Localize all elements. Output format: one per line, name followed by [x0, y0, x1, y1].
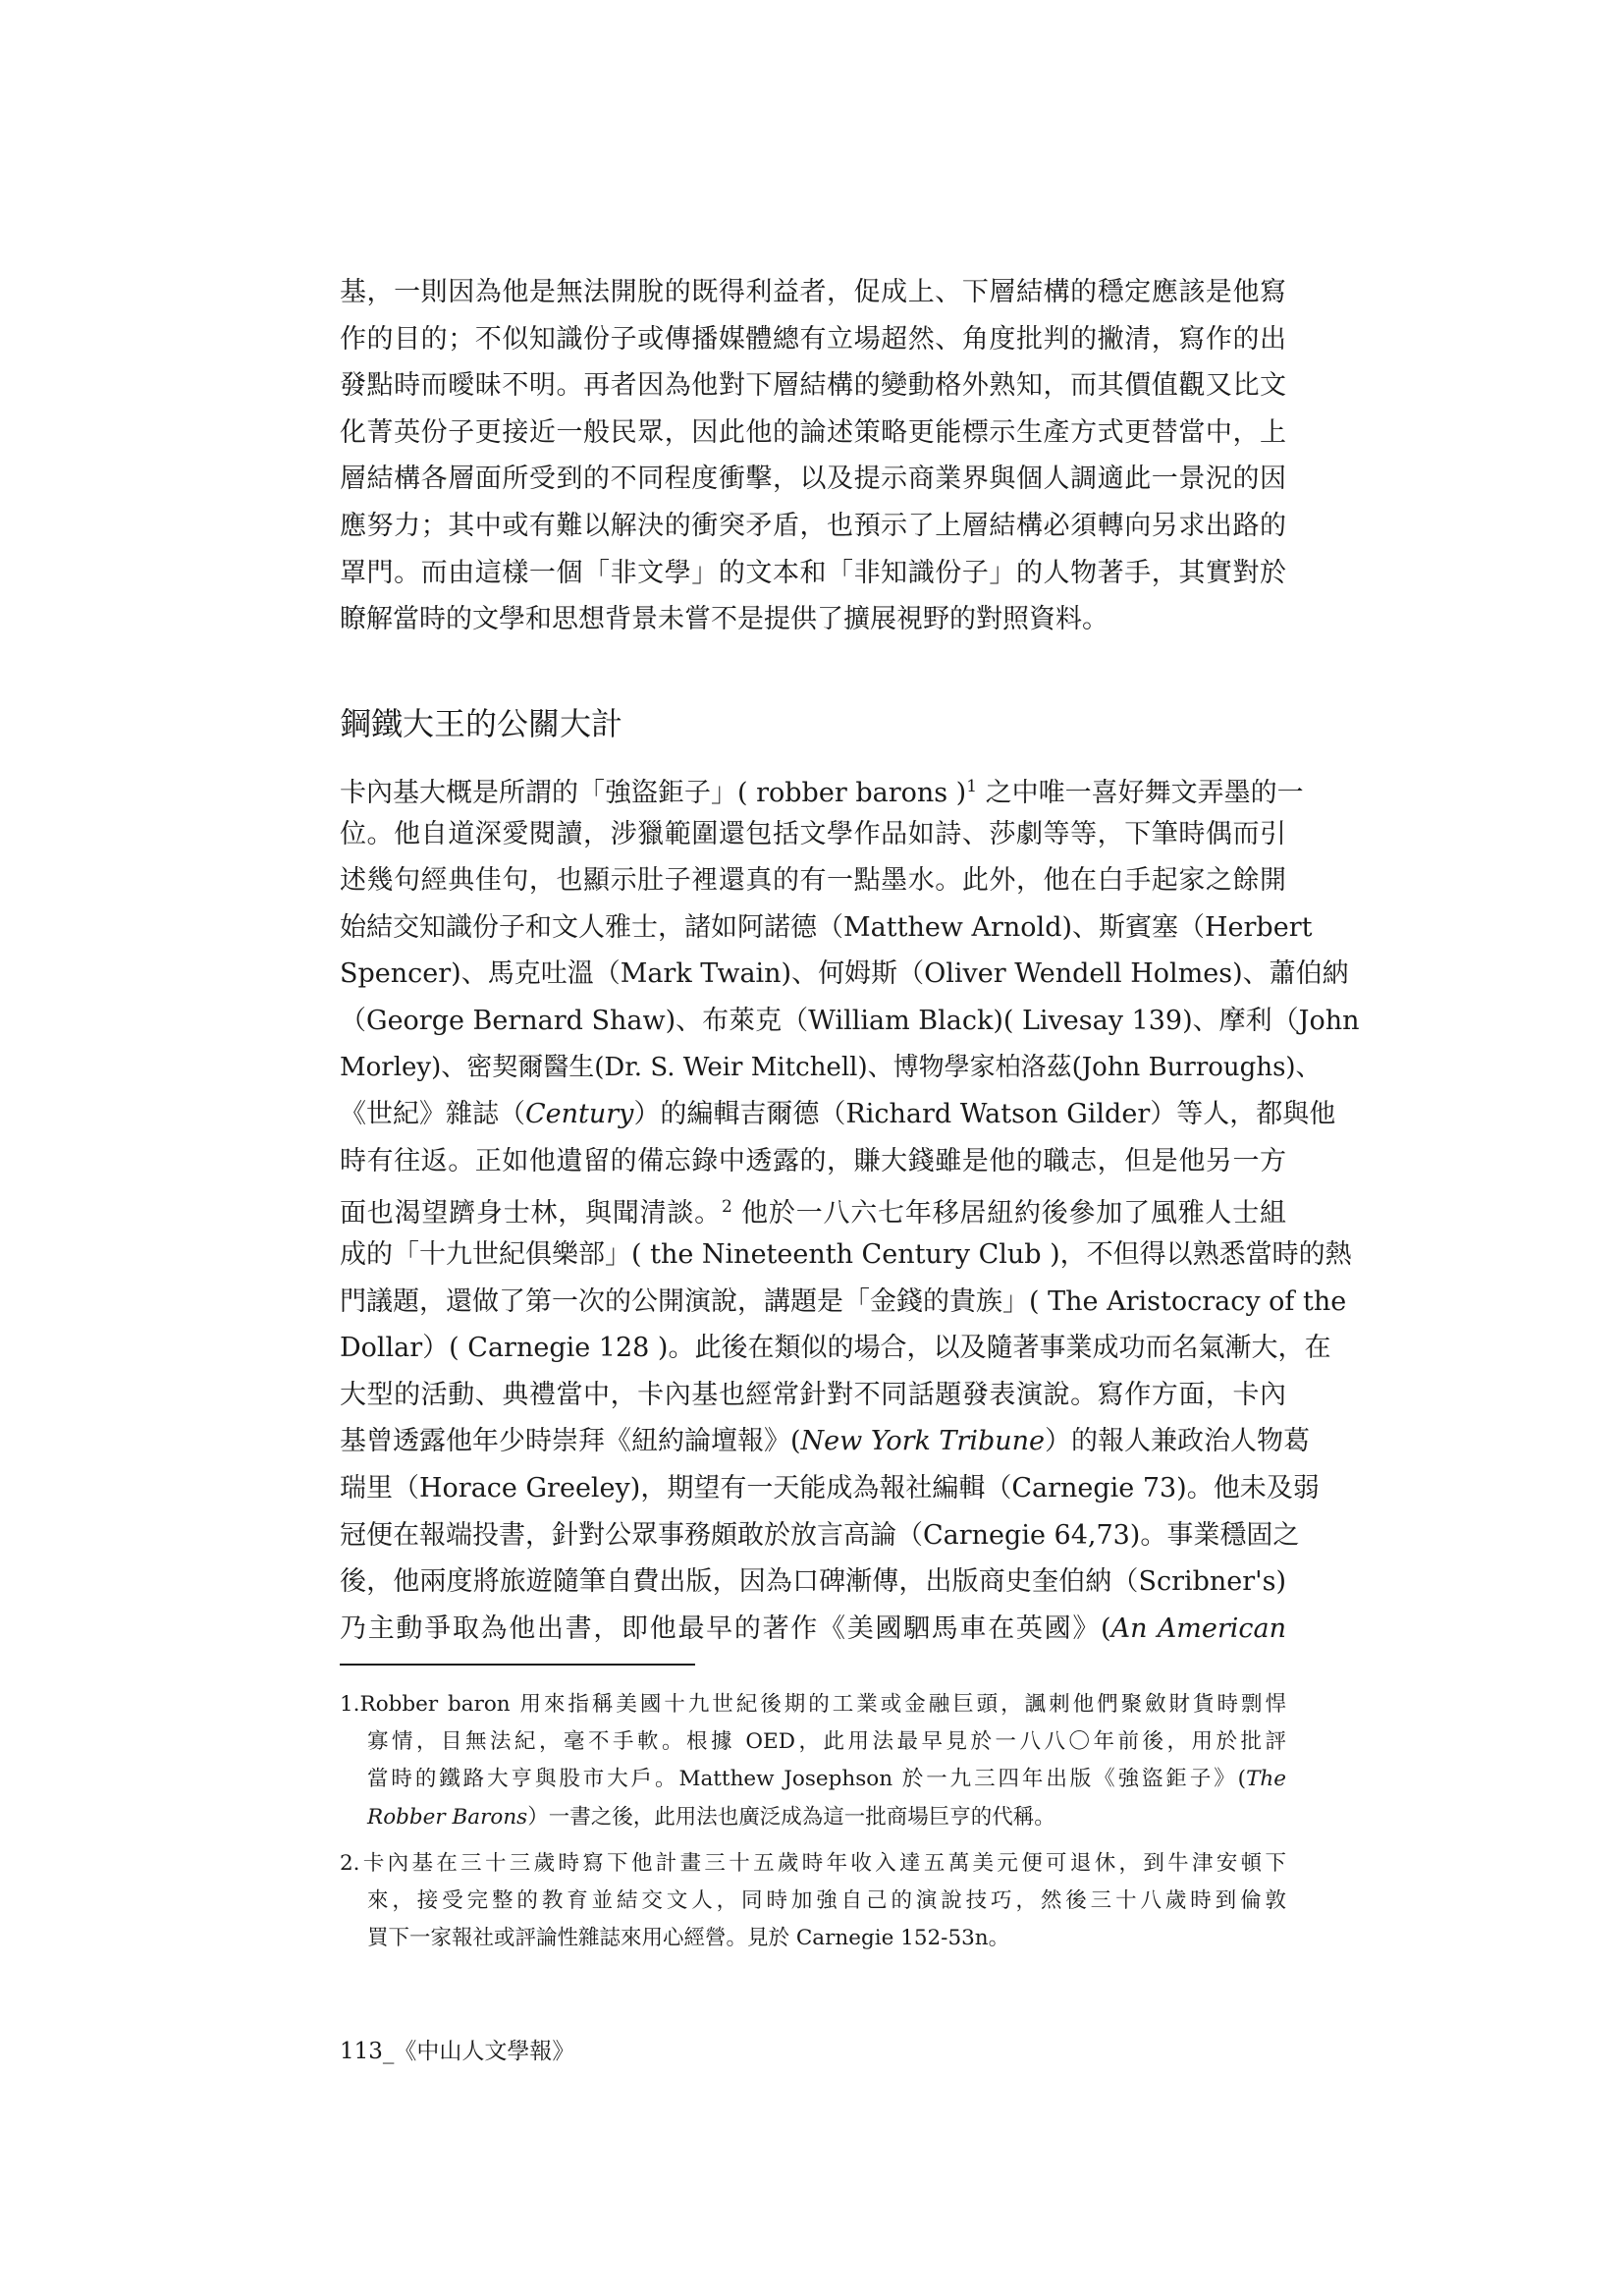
section-heading: 鋼鐵大王的公關大計 [340, 705, 623, 742]
text-line: 瞭解當時的文學和思想背景未嘗不是提供了擴展視野的對照資料。 [340, 604, 1108, 635]
footnote-line: 來，接受完整的教育並結交文人，同時加強自己的演說技巧，然後三十八歲時到倫敦 [367, 1888, 1286, 1914]
italic-title: The [1246, 1767, 1286, 1792]
text-line: 時有往返。正如他遺留的備忘錄中透露的，賺大錢雖是他的職志，但是他另一方 [340, 1145, 1286, 1176]
text-line: 位。他自道深愛閱讀，涉獵範圍還包括文學作品如詩、莎劇等等，下筆時偶而引 [340, 818, 1286, 849]
footnote-line [340, 1799, 1286, 1836]
text-line: 成的「十九世紀俱樂部」( the Nineteenth Century Club )，不但得以熟悉當時的熱 [340, 1238, 1352, 1270]
text-run: ）的編輯吉爾德（Richard Watson Gilder）等人，都與他 [633, 1099, 1336, 1130]
footnote-line: 1.Robber baron 用來指稱美國十九世紀後期的工業或金融巨頭，諷刺他們聚斂財貨時剽悍 [340, 1692, 1286, 1717]
text-line [340, 1184, 1286, 1231]
page-footer: 113_《中山人文學報》 [340, 2039, 575, 2064]
body-paragraph-2 [340, 764, 1360, 1652]
footnote-ref-1[interactable]: 1 [966, 777, 978, 796]
text-run: ）的報人兼政治人物葛 [1045, 1426, 1311, 1457]
text-line [340, 764, 1304, 811]
text-line: 瑞里（Horace Greeley)，期望有一天能成為報社編輯（Carnegie 73)。他未及弱 [340, 1472, 1320, 1503]
text-line: 門議題，還做了第一次的公開演說，講題是「金錢的貴族」( The Aristocracy of the [340, 1285, 1347, 1317]
text-line: 層結構各層面所受到的不同程度衝擊，以及提示商業界與個人調適此一景況的因 [340, 464, 1286, 495]
text-line: 述幾句經典佳句，也顯示肚子裡還真的有一點墨水。此外，他在白手起家之餘開 [340, 865, 1286, 897]
footnote-1 [340, 1686, 1286, 1836]
text-line: 應努力；其中或有難以解決的衝突矛盾，也預示了上層結構必須轉向另求出路的 [340, 510, 1286, 541]
text-line: （George Bernard Shaw)、布萊克（William Black)( Livesay 139)、摩利（John [340, 1005, 1360, 1036]
text-line [340, 1418, 1311, 1465]
text-line: 罩門。而由這樣一個「非文學」的文本和「非知識份子」的人物著手，其實對於 [340, 557, 1286, 588]
footnote-line [340, 1761, 1286, 1798]
text-run: 卡內基大概是所謂的「強盜鉅子」( robber barons ) [340, 778, 967, 808]
text-run: 之中唯一喜好舞文弄墨的一 [977, 778, 1304, 808]
text-line: 後，他兩度將旅遊隨筆自費出版，因為口碑漸傳，出版商史奎伯納（Scribner's) [340, 1566, 1286, 1598]
body-paragraph-1 [340, 269, 1286, 643]
italic-title: Century [525, 1099, 634, 1130]
footnote-line: 寡情，目無法紀，毫不手軟。根據 OED，此用法最早見於一八八〇年前後，用於批評 [367, 1729, 1286, 1755]
text-run: 乃主動爭取為他出書，即他最早的著作《美國駟馬車在英國》( [340, 1613, 1111, 1644]
footnote-line: 2.卡內基在三十三歲時寫下他計畫三十五歲時年收入達五萬美元便可退休，到牛津安頓下 [340, 1851, 1286, 1876]
text-line: 始結交知識份子和文人雅士，諸如阿諾德（Matthew Arnold)、斯賓塞（Herbert [340, 911, 1313, 943]
text-run: 《世紀》雜誌（ [340, 1099, 525, 1130]
text-line: Spencer)、馬克吐溫（Mark Twain)、何姆斯（Oliver Wendell Holmes)、蕭伯納 [340, 958, 1349, 990]
text-line [340, 1091, 1336, 1138]
footnote-ref-2[interactable]: 2 [721, 1197, 732, 1218]
text-run: ）一書之後，此用法也廣泛成為這一批商場巨亨的代稱。 [527, 1804, 1055, 1830]
text-run: 當時的鐵路大亨與股市大戶。Matthew Josephson 於一九三四年出版《強盜鉅子》( [367, 1767, 1247, 1792]
text-run: 他於一八六七年移居紐約後參加了風雅人士組 [731, 1198, 1286, 1230]
text-line: 發點時而曖昧不明。再者因為他對下層結構的變動格外熟知，而其價值觀又比文 [340, 370, 1286, 402]
footnote-line: 買下一家報社或評論性雜誌來用心經營。見於 Carnegie 152-53n。 [367, 1926, 1010, 1951]
italic-title: New York Tribune [800, 1426, 1046, 1457]
text-line: 冠便在報端投書，針對公眾事務頗敢於放言高論（Carnegie 64,73)。事業穩固之 [340, 1519, 1300, 1551]
footnote-2 [340, 1845, 1286, 1958]
italic-title: Robber Barons [367, 1804, 528, 1830]
text-line: 作的目的；不似知識份子或傳播媒體總有立場超然、角度批判的撇清，寫作的出 [340, 323, 1286, 355]
text-line: 大型的活動、典禮當中，卡內基也經常針對不同話題發表演說。寫作方面，卡內 [340, 1379, 1286, 1410]
text-line: Morley)、密契爾醫生(Dr. S. Weir Mitchell)、博物學家柏洛茲(John Burroughs)、 [340, 1052, 1322, 1082]
text-line: 基，一則因為他是無法開脫的既得利益者，促成上、下層結構的穩定應該是他寫 [340, 277, 1286, 307]
text-run: 基曾透露他年少時崇拜《紐約論壇報》( [340, 1426, 801, 1457]
text-line [340, 1606, 1286, 1653]
text-line: 化菁英份子更接近一般民眾，因此他的論述策略更能標示生產方式更替當中，上 [340, 416, 1286, 448]
text-run: 面也渴望躋身士林，與聞清談。 [340, 1198, 722, 1230]
footnote-divider [340, 1664, 695, 1666]
text-line: Dollar）( Carnegie 128 )。此後在類似的場合，以及隨著事業成功而名氣漸大，在 [340, 1333, 1331, 1364]
italic-title: An American [1110, 1613, 1286, 1644]
